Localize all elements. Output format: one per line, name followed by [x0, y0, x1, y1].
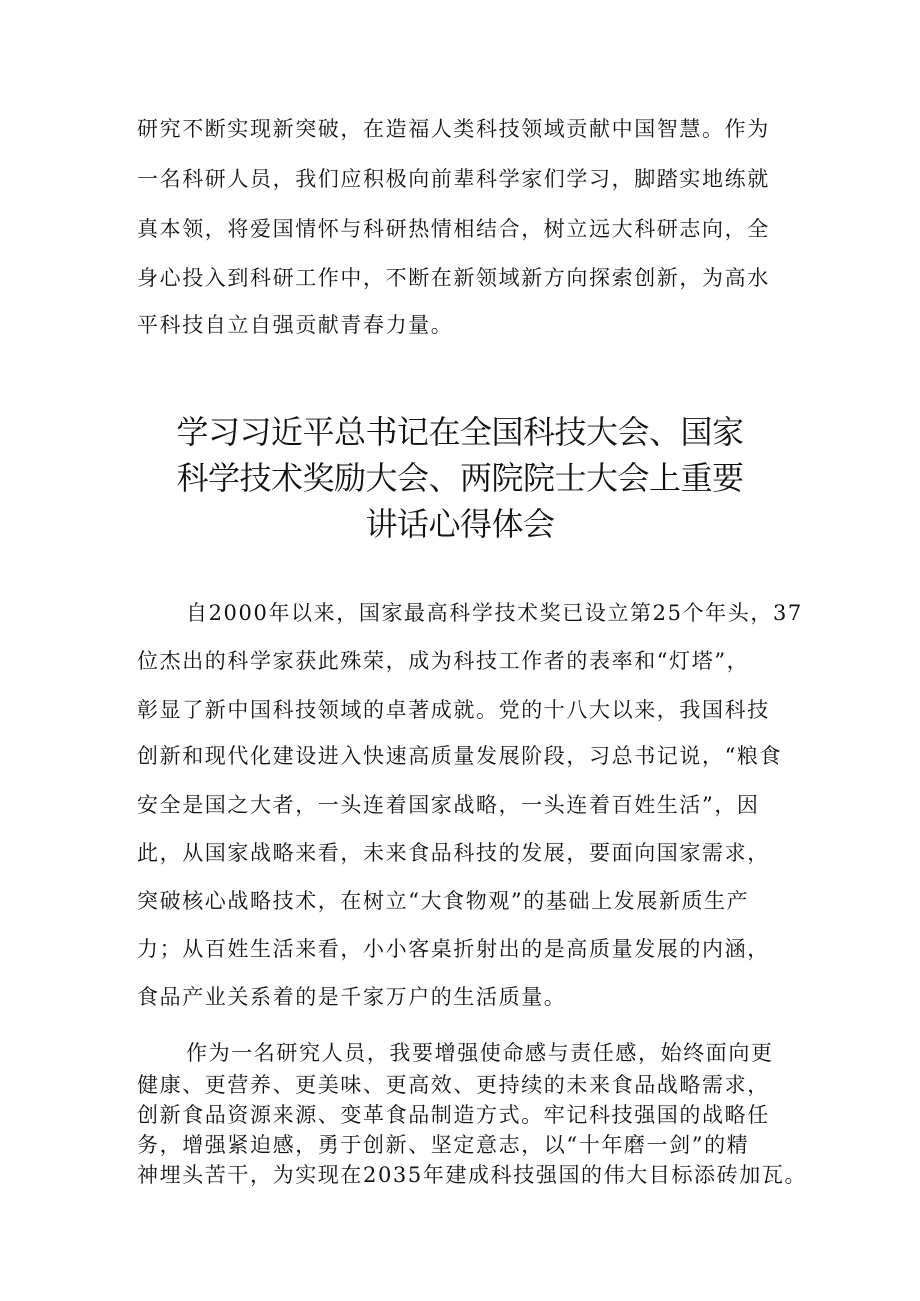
text-line: 彰显了新中国科技领域的卓著成就。党的十八大以来，我国科技 [137, 698, 770, 722]
text-line: 突破核心战略技术，在树立“大食物观”的基础上发展新质生产 [137, 889, 750, 913]
title-line: 学习习近平总书记在全国科技大会、国家 [176, 413, 744, 451]
text-line: 一名科研人员，我们应积极向前辈科学家们学习，脚踏实地练就 [137, 167, 770, 191]
text-line: 创新食品资源来源、变革食品制造方式。牢记科技强国的战略任 [137, 1103, 770, 1127]
text-line: 身心投入到科研工作中，不断在新领域新方向探索创新，为高水 [137, 266, 770, 290]
text-line: 研究不断实现新突破，在造福人类科技领域贡献中国智慧。作为 [137, 117, 770, 141]
text-line: 自2000年以来，国家最高科学技术奖已设立第25个年头，37 [186, 601, 803, 625]
text-line: 平科技自立自强贡献青春力量。 [137, 313, 454, 337]
text-line: 创新和现代化建设进入快速高质量发展阶段，习总书记说，“粮食 [137, 744, 783, 768]
title-line: 讲话心得体会 [365, 505, 555, 543]
text-line: 力；从百姓生活来看，小小客桌折射出的是高质量发展的内涵， [137, 937, 770, 961]
text-line: 安全是国之大者，一头连着国家战略，一头连着百姓生活”，因 [137, 793, 760, 817]
title-line: 科学技术奖励大会、两院院士大会上重要 [176, 459, 744, 497]
text-line: 真本领，将爱国情怀与科研热情相结合，树立远大科研志向，全 [137, 217, 770, 241]
text-line: 神埋头苦干，为实现在2035年建成科技强国的伟大目标添砖加瓦。 [137, 1163, 808, 1187]
text-line: 位杰出的科学家获此殊荣，成为科技工作者的表率和“灯塔”， [137, 649, 750, 673]
text-line: 健康、更营养、更美味、更高效、更持续的未来食品战略需求， [137, 1073, 770, 1097]
text-line: 务，增强紧迫感，勇于创新、坚定意志，以“十年磨一剑”的精 [137, 1133, 750, 1157]
text-line: 此，从国家战略来看，未来食品科技的发展，要面向国家需求， [137, 841, 770, 865]
text-line: 食品产业关系着的是千家万户的生活质量。 [137, 985, 567, 1009]
text-line: 作为一名研究人员，我要增强使命感与责任感，始终面向更 [186, 1041, 774, 1065]
